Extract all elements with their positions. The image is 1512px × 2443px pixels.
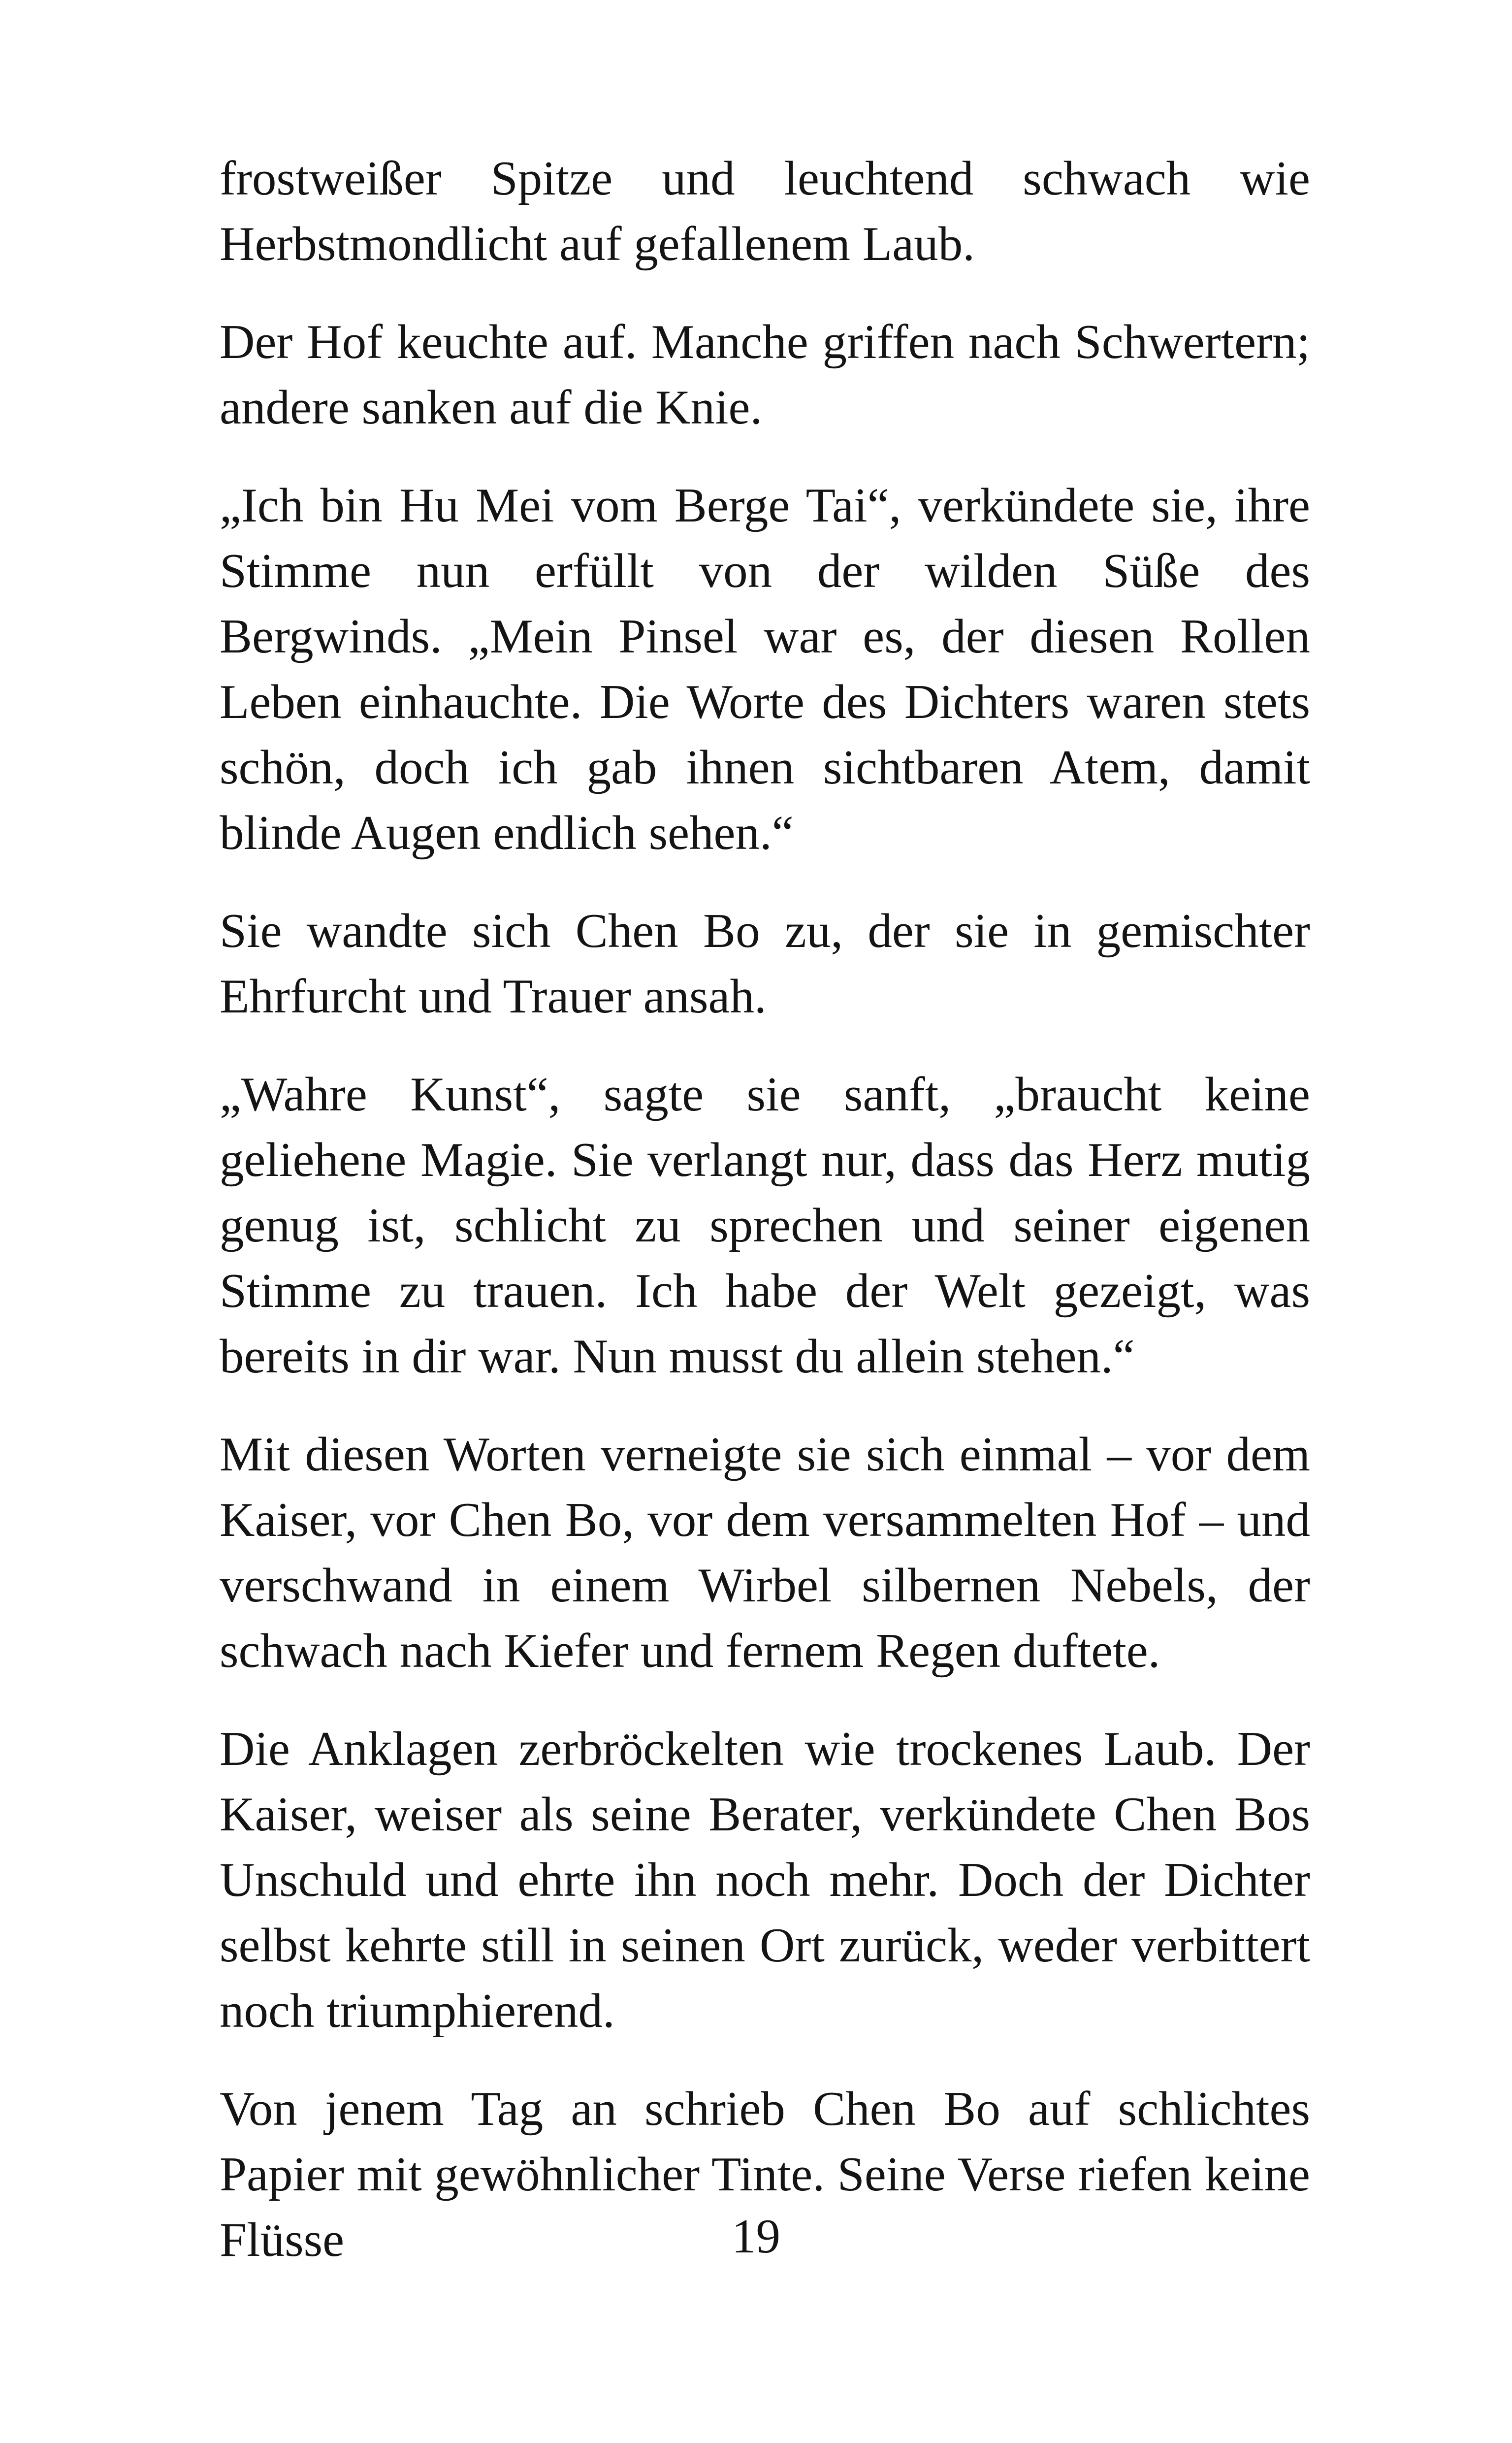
paragraph: Die Anklagen zerbröckelten wie trockenes Laub. Der Kaiser, weiser als seine Berater, verkündete Chen Bos Unschuld und ehrte ihn noch mehr. Doch der Dichter selbst kehrte still in seinen Ort zurück, weder verbittert noch triumphierend.: [220, 1722, 1310, 2038]
body-text: [220, 146, 1310, 2273]
paragraph: Sie wandte sich Chen Bo zu, der sie in gemischter Ehrfurcht und Trauer ansah.: [220, 904, 1310, 1023]
page-number: 19: [732, 2210, 780, 2263]
paragraph: „Wahre Kunst“, sagte sie sanft, „braucht keine geliehene Magie. Sie verlangt nur, dass das Herz mutig genug ist, schlicht zu sprechen und seiner eigenen Stimme zu trauen. Ich habe der Welt gezeigt, was bereits in dir war. Nun musst du allein stehen.“: [220, 1068, 1310, 1383]
paragraph: „Ich bin Hu Mei vom Berge Tai“, verkündete sie, ihre Stimme nun erfüllt von der wilden Süße des Bergwinds. „Mein Pinsel war es, der diesen Rollen Leben einhauchte. Die Worte des Dichters waren stets schön, doch ich gab ihnen sichtbaren Atem, damit blinde Augen endlich sehen.“: [220, 479, 1310, 860]
paragraph: Mit diesen Worten verneigte sie sich einmal – vor dem Kaiser, vor Chen Bo, vor dem versammelten Hof – und verschwand in einem Wirbel silbernen Nebels, der schwach nach Kiefer und fernem Regen duftete.: [220, 1428, 1310, 1678]
paragraph: frostweißer Spitze und leuchtend schwach wie Herbstmondlicht auf gefallenem Laub.: [220, 152, 1310, 271]
paragraph: Von jenem Tag an schrieb Chen Bo auf schlichtes Papier mit gewöhnlicher Tinte. Seine Verse riefen keine Flüsse: [220, 2082, 1310, 2267]
paragraph: Der Hof keuchte auf. Manche griffen nach Schwertern; andere sanken auf die Knie.: [220, 315, 1310, 434]
